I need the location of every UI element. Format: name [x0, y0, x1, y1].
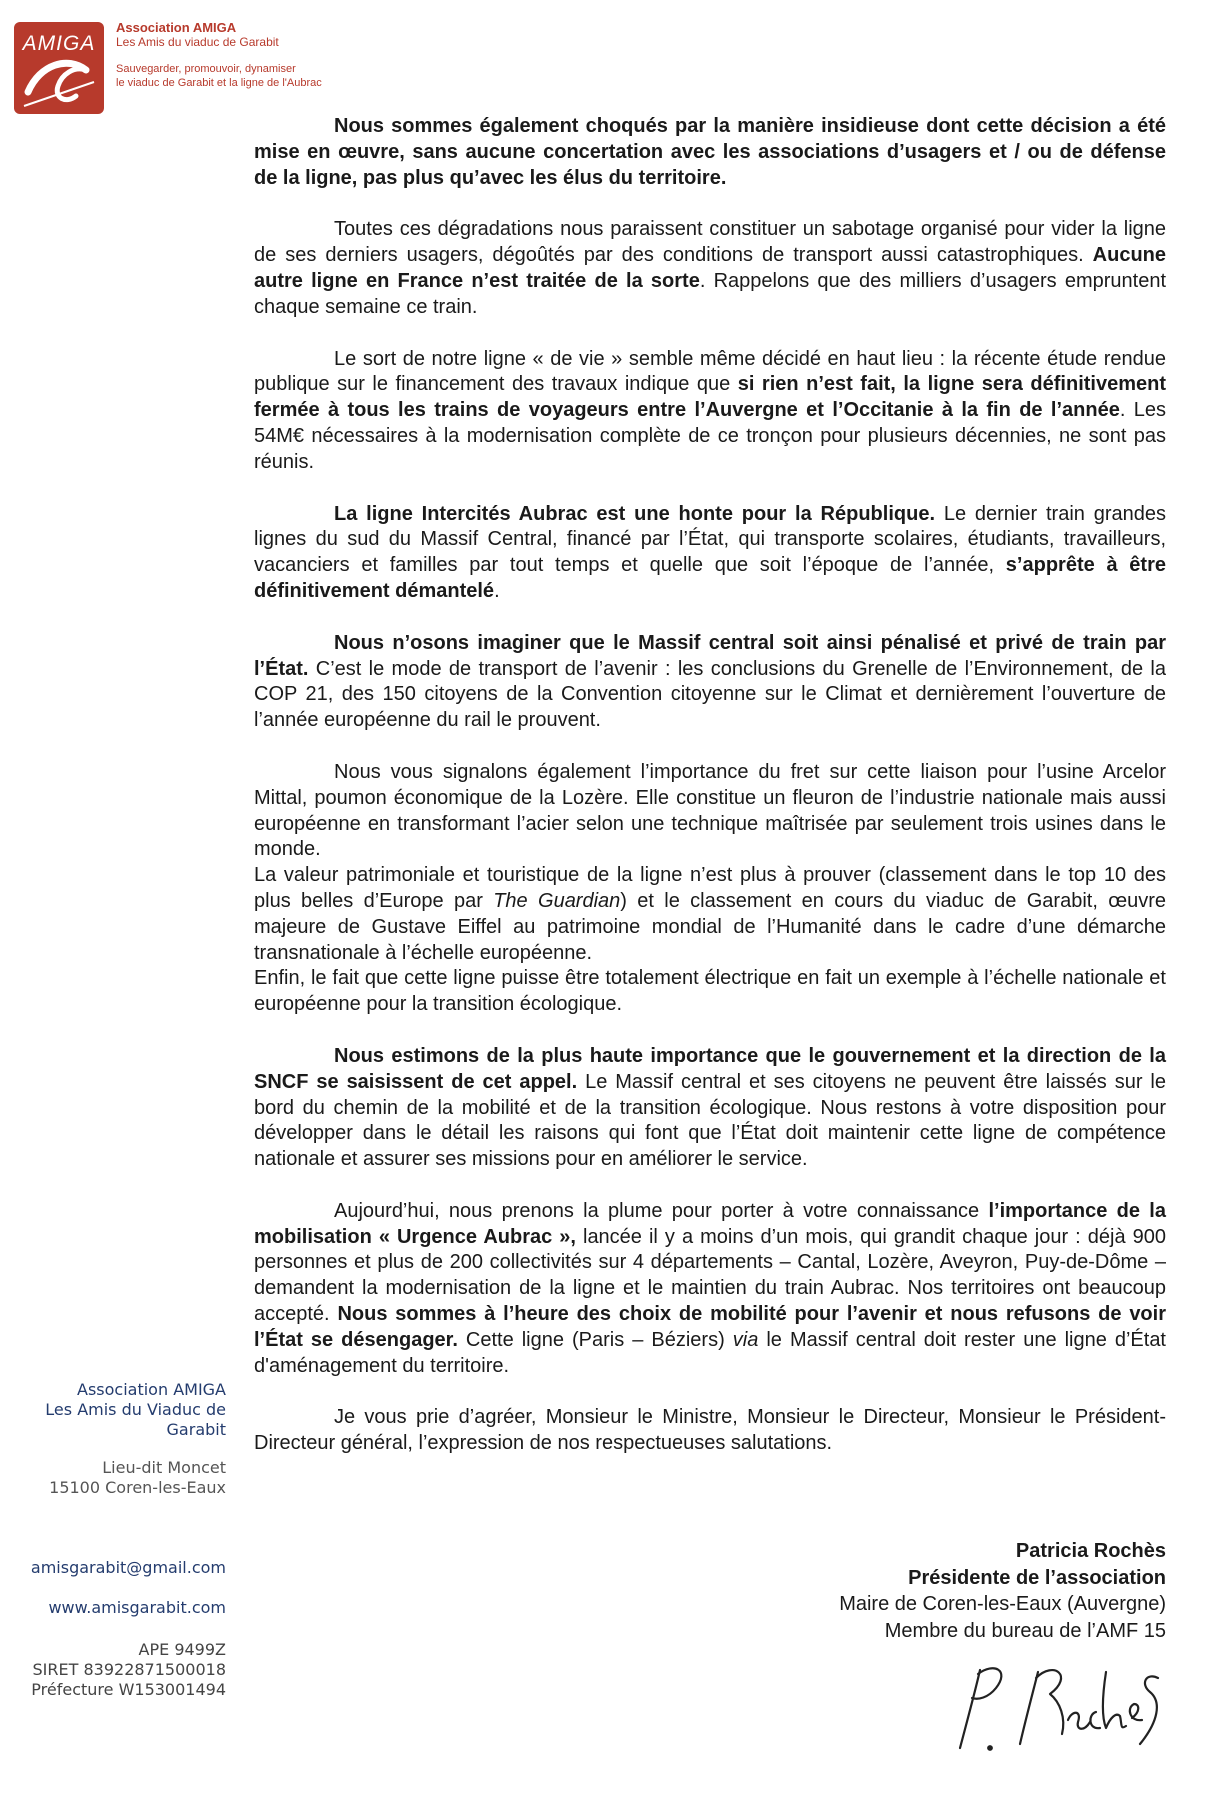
paragraph — [254, 631, 1166, 734]
italic-text: The Guardian — [493, 889, 621, 912]
signatory-role: Présidente de l’association — [908, 1566, 1166, 1589]
text: . — [494, 579, 500, 602]
closing-paragraph: Je vous prie d’agréer, Monsieur le Ministre, Monsieur le Directeur, Monsieur le Président-Directeur général, l’expression de nos respectueuses salutations. — [254, 1406, 1166, 1455]
signatory-line: Maire de Coren-les-Eaux (Auvergne) — [839, 1593, 1166, 1615]
paragraph: Enfin, le fait que cette ligne puisse être totalement électrique en fait un exemple à l’échelle nationale et européenne pour la transition écologique. — [254, 967, 1166, 1016]
bold-text: La ligne Intercités Aubrac est une honte pour la République. — [334, 502, 935, 525]
ape-code: APE 9499Z — [138, 1640, 226, 1659]
handwritten-signature — [950, 1648, 1170, 1768]
signatory-name: Patricia Rochès — [1015, 1540, 1166, 1562]
email-link[interactable]: amisgarabit@gmail.com — [30, 1558, 226, 1577]
address-line: 15100 Coren-les-Eaux — [49, 1478, 226, 1497]
text: Cette ligne (Paris – Béziers) — [457, 1328, 733, 1351]
logo-text: AMIGA — [22, 32, 96, 55]
text: Le sort de notre ligne « de vie » semble même décidé en haut lieu : la récente étude rendue publique sur le financement des travaux indique que — [254, 347, 1166, 396]
siret-number: SIRET 83922871500018 — [32, 1660, 226, 1679]
bold-text: si rien n’est fait, la ligne sera définitivement fermée à tous les trains de voyageurs entre l’Auvergne et l’Occitanie à la fin de l’année — [254, 373, 1166, 422]
text: ) et le classement en cours du viaduc de Garabit, œuvre majeure de Gustave Eiffel au patrimoine mondial de l’Humanité dans le cadre d’une démarche transnationale à l’échelle européenne. — [254, 889, 1167, 964]
signatory-line: Membre du bureau de l’AMF 15 — [884, 1619, 1166, 1642]
paragraph — [254, 347, 1166, 476]
sidebar-org-subname: Les Amis du Viaduc de Garabit — [45, 1400, 226, 1439]
text: . Rappelons que des milliers d’usagers empruntent chaque semaine ce train. — [254, 269, 1166, 318]
tagline-line-1: Sauvegarder, promouvoir, dynamiser — [116, 63, 296, 75]
bold-text: Nous sommes à l’heure des choix de mobilité pour l’avenir et nous refusons de voir l’État se désengager. — [254, 1303, 1166, 1351]
text: Le dernier train grandes lignes du sud du Massif Central, financé par l’État, qui transporte scolaires, étudiants, travailleurs, vacanciers et familles par tout temps et quelle que soit l’époque de l’année, — [254, 502, 1166, 577]
sidebar-contact — [0, 1548, 226, 1628]
paragraph: Nous vous signalons également l’importance du fret sur cette liaison pour l’usine Arcelor Mittal, poumon économique de la Lozère. Elle constitue un fleuron de l’industrie nationale mais aussi européenne en transformant l’acier selon une technique maîtrisée par seulement trois usines dans le monde. — [254, 760, 1166, 861]
paragraph — [254, 502, 1166, 605]
italic-text: via — [732, 1328, 759, 1351]
sidebar-address — [0, 1458, 226, 1498]
bold-text: l’importance de la mobilisation « Urgence Aubrac », — [254, 1199, 1166, 1248]
paragraph-bold-text: Nous sommes également choqués par la manière insidieuse dont cette décision a été mise en œuvre, sans aucune concertation avec les associations d’usagers et / ou de défense de la ligne, pas plus qu’avec les élus du territoire. — [254, 115, 1166, 189]
sidebar-organization — [0, 1380, 226, 1440]
text: Le Massif central et ses citoyens ne peuvent être laissés sur le bord du chemin de la mobilité et de la transition écologique. Nous restons à votre disposition pour développer dans le détail les raisons qui font que l’État doit maintenir cette ligne de compétence nationale et assurer ses missions pour en améliorer le service. — [254, 1070, 1166, 1171]
paragraph — [254, 1044, 1166, 1173]
prefecture-number: Préfecture W153001494 — [31, 1680, 226, 1699]
association-name: Association AMIGA — [116, 20, 237, 35]
text: le Massif central doit rester une ligne d’État d'aménagement du territoire. — [254, 1328, 1166, 1377]
text: Aujourd’hui, nous prenons la plume pour porter à votre connaissance — [334, 1199, 989, 1222]
letterhead — [116, 20, 322, 90]
amiga-logo — [14, 22, 104, 114]
signatory-block — [700, 1538, 1166, 1644]
text: lancée il y a moins d’un mois, qui grandit chaque jour : déjà 900 personnes et plus de 200 collectivités sur 4 départements – Cantal, Lozère, Aveyron, Puy-de-Dôme – demandent la modernisation de la ligne et le maintien du train Aubrac. Nos territoires ont beaucoup accepté. — [254, 1225, 1166, 1326]
paragraph — [254, 1199, 1166, 1380]
bold-text: Nous n’osons imaginer que le Massif central soit ainsi pénalisé et privé de train par l’État. — [254, 631, 1166, 680]
bold-text: s’apprête à être définitivement démantelé — [254, 554, 1166, 602]
text: La valeur patrimoniale et touristique de la ligne n’est plus à prouver (classement dans le top 10 des plus belles d’Europe par — [254, 864, 1166, 912]
website-link[interactable]: www.amisgarabit.com — [48, 1598, 226, 1617]
paragraph — [254, 114, 1166, 191]
bold-text: Nous estimons de la plus haute importance que le gouvernement et la direction de la SNCF se saisissent de cet appel. — [254, 1044, 1166, 1093]
bold-text: Aucune autre ligne en France n’est traitée de la sorte — [254, 244, 1166, 292]
association-subname: Les Amis du viaduc de Garabit — [116, 35, 279, 49]
text: C’est le mode de transport de l’avenir : les conclusions du Grenelle de l’Environnement, de la COP 21, des 150 citoyens de la Convention citoyenne sur le Climat et dernièrement l’ouverture de l’année européenne du rail le prouvent. — [254, 657, 1166, 732]
sidebar-identifiers — [0, 1640, 226, 1700]
tagline-line-2: le viaduc de Garabit et la ligne de l'Aubrac — [116, 77, 322, 89]
sidebar-org-name: Association AMIGA — [77, 1380, 226, 1399]
letter-body — [254, 114, 1166, 1457]
text: Toutes ces dégradations nous paraissent constituer un sabotage organisé pour vider la ligne de ses derniers usagers, dégoûtés par des conditions de transport aussi catastrophiques. — [254, 218, 1166, 267]
address-line: Lieu-dit Moncet — [102, 1458, 226, 1477]
paragraph — [254, 863, 1166, 966]
text: . Les 54M€ nécessaires à la modernisation complète de ce tronçon pour plusieurs décennies, ne sont pas réunis. — [254, 399, 1166, 473]
paragraph — [254, 217, 1166, 320]
